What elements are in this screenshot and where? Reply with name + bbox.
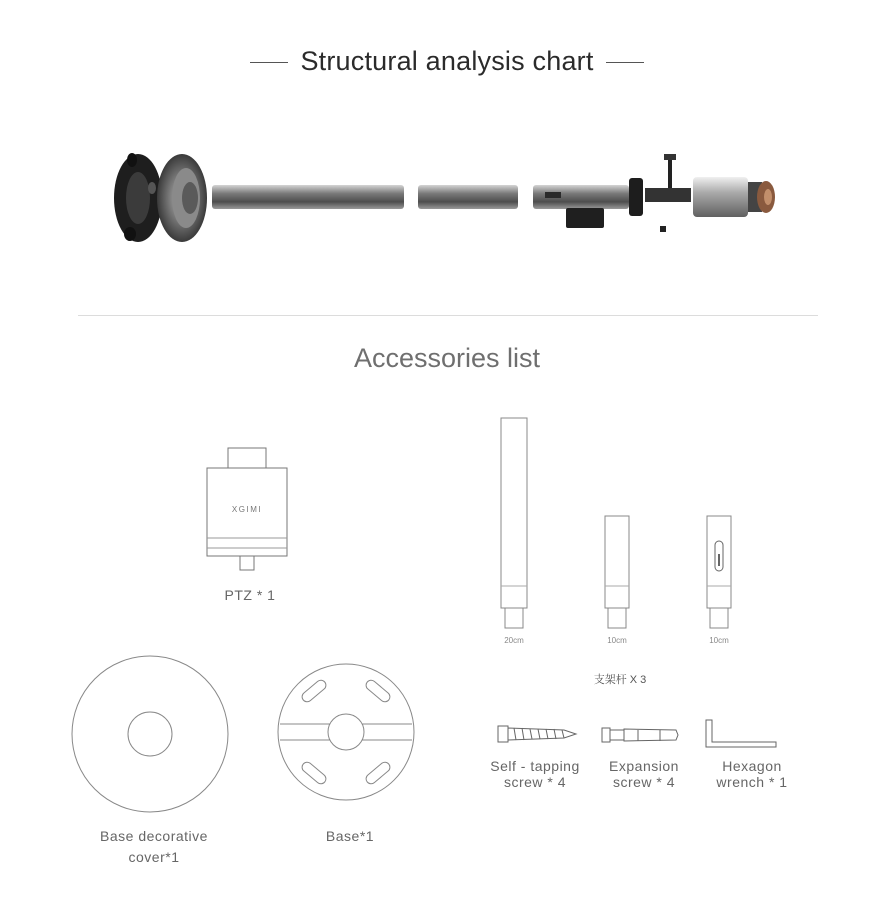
ptz-joint-part (629, 154, 691, 232)
base-bracket-part (114, 153, 162, 242)
slotted-rod-part (533, 185, 629, 228)
hexagon-wrench-icon (706, 720, 776, 747)
support-rods-illustration (496, 416, 746, 634)
hexagon-wrench-label: Hexagon wrench * 1 (716, 758, 788, 790)
short-rod-part (418, 185, 518, 209)
accessories-title: Accessories list (353, 343, 541, 373)
self-tapping-screw-label: Self - tapping screw * 4 (490, 758, 580, 790)
rods-caption: 支架杆 X 3 (593, 674, 647, 686)
ptz-illustration (198, 446, 298, 582)
silver-cylinder-part (693, 177, 748, 217)
title-rule-right (606, 62, 644, 63)
section-divider (78, 315, 818, 316)
base-cover-label: Base decorative cover*1 (100, 828, 208, 865)
base-illustration (274, 660, 418, 804)
rod-length-3: 10cm (709, 636, 729, 645)
mount-cap-part (748, 181, 775, 213)
rod-length-2: 10cm (607, 636, 627, 645)
rod-length-1: 20cm (504, 636, 524, 645)
screws-illustration (490, 716, 790, 752)
title-rule-left (250, 62, 288, 63)
self-tapping-screw-icon (498, 726, 576, 742)
structural-title: Structural analysis chart (0, 46, 894, 77)
expansion-screw-label: Expansion screw * 4 (609, 758, 679, 790)
base-label: Base*1 (325, 828, 375, 844)
decorative-disc-part (157, 154, 207, 242)
base-cover-illustration (68, 652, 232, 816)
long-rod-part (212, 185, 404, 209)
expansion-screw-icon (602, 728, 678, 742)
exploded-view-illustration (0, 130, 894, 260)
ptz-brand-text: XGIMI (231, 505, 263, 514)
ptz-label: PTZ * 1 (224, 587, 276, 603)
